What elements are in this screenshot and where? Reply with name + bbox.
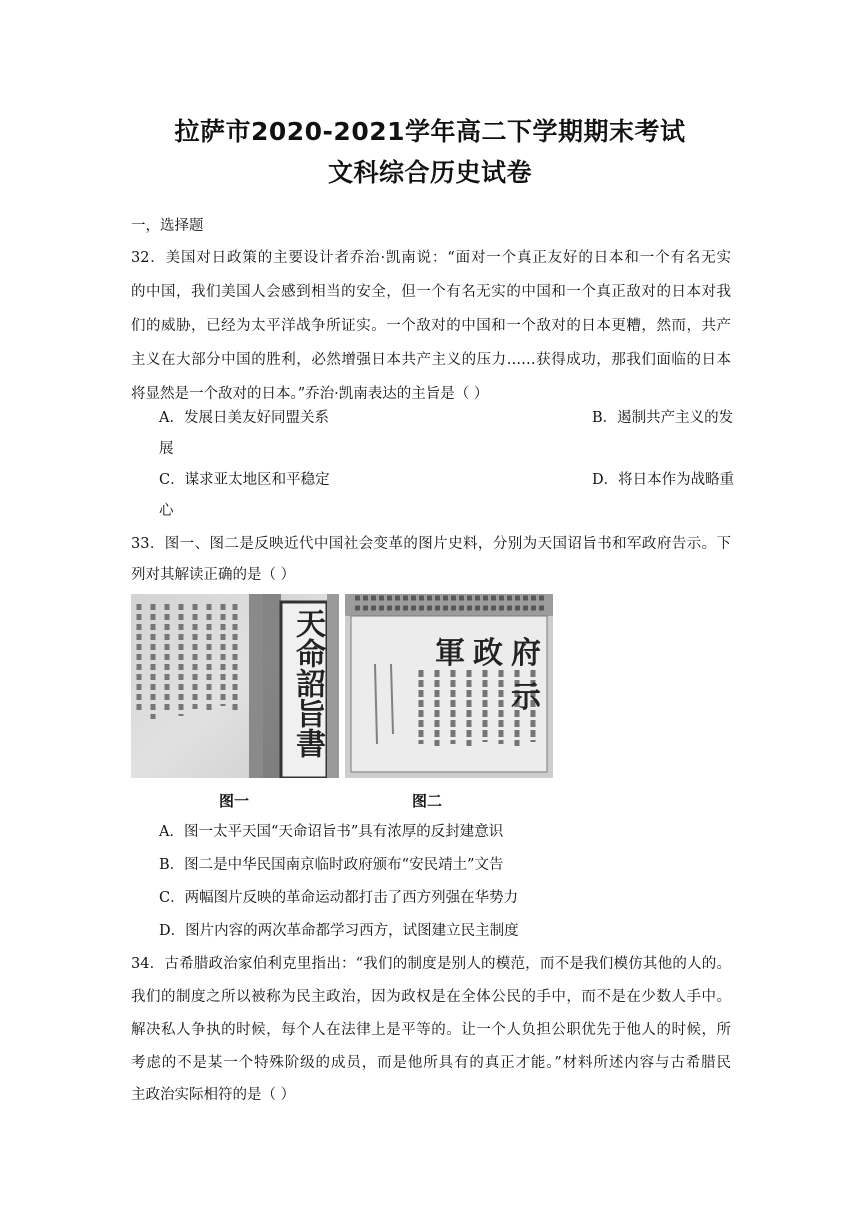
q32-line-1: 32．美国对日政策的主要设计者乔治·凯南说：“面对一个真正友好的日本和一个有名无实 [131,250,731,266]
figure-2-notice-photo [345,594,553,778]
q33-option-c: C．两幅图片反映的革命运动都打击了西方列强在华势力 [159,890,519,906]
q34-line-3: 解决私人争执的时候，每个人在法律上是平等的。让一个人负担公职优先于他人的时候，所 [131,1022,731,1038]
q32-line-4: 主义在大部分中国的胜利，必然增强日本共产主义的压力……获得成功，那我们面临的日本 [131,352,731,368]
q34-line-4: 考虑的不是某一个特殊阶级的成员，而是他所具有的真正才能。”材料所述内容与古希腊民 [131,1055,731,1071]
q32-line-3: 们的威胁，已经为太平洋战争所证实。一个敌对的中国和一个敌对的日本更糟，然而，共产 [131,318,731,334]
q33-option-d: D．图片内容的两次革命都学习西方，试图建立民主制度 [159,923,519,939]
q34-line-2: 我们的制度之所以被称为民主政治，因为政权是在全体公民的手中，而不是在少数人手中。 [131,989,731,1005]
q32-option-a: A．发展日美友好同盟关系 [159,410,329,426]
q33-option-a: A．图一太平天国“天命诏旨书”具有浓厚的反封建意识 [159,824,504,840]
q33-line-1: 33．图一、图二是反映近代中国社会变革的图片史料，分别为天国诏旨书和军政府告示。下 [131,536,731,552]
q33-line-2: 列对其解读正确的是（ ） [131,567,296,583]
q32-option-c: C．谋求亚太地区和平稳定 [159,472,330,488]
section-heading: 一，选择题 [131,218,204,234]
figure-1-label: 天命詔旨書 [290,608,325,758]
q32-option-d-wrap: 心 [159,503,174,519]
q32-option-d: D．将日本作为战略重 [592,472,735,488]
q32-option-b-wrap: 展 [159,441,174,457]
q34-line-5: 主政治实际相符的是（ ） [131,1087,296,1103]
figure-1-caption: 图一 [219,792,250,810]
figure-2-label: 軍政府示 [435,636,549,715]
exam-title: 拉萨市2020-2021学年高二下学期期末考试 [174,117,686,146]
figure-1-edict-photo [131,594,339,778]
figure-2-caption: 图二 [412,792,443,810]
q32-line-5: 将显然是一个敌对的日本。”乔治·凯南表达的主旨是（ ） [131,386,489,402]
q32-line-2: 的中国，我们美国人会感到相当的安全，但一个有名无实的中国和一个真正敌对的日本对我 [131,284,731,300]
q33-option-b: B．图二是中华民国南京临时政府颁布“安民靖土”文告 [159,857,504,873]
exam-subtitle: 文科综合历史试卷 [327,158,532,187]
q34-line-1: 34．古希腊政治家伯利克里指出：“我们的制度是别人的模范，而不是我们模仿其他的人的。 [131,956,731,972]
q32-option-b: B．遏制共产主义的发 [592,410,734,426]
